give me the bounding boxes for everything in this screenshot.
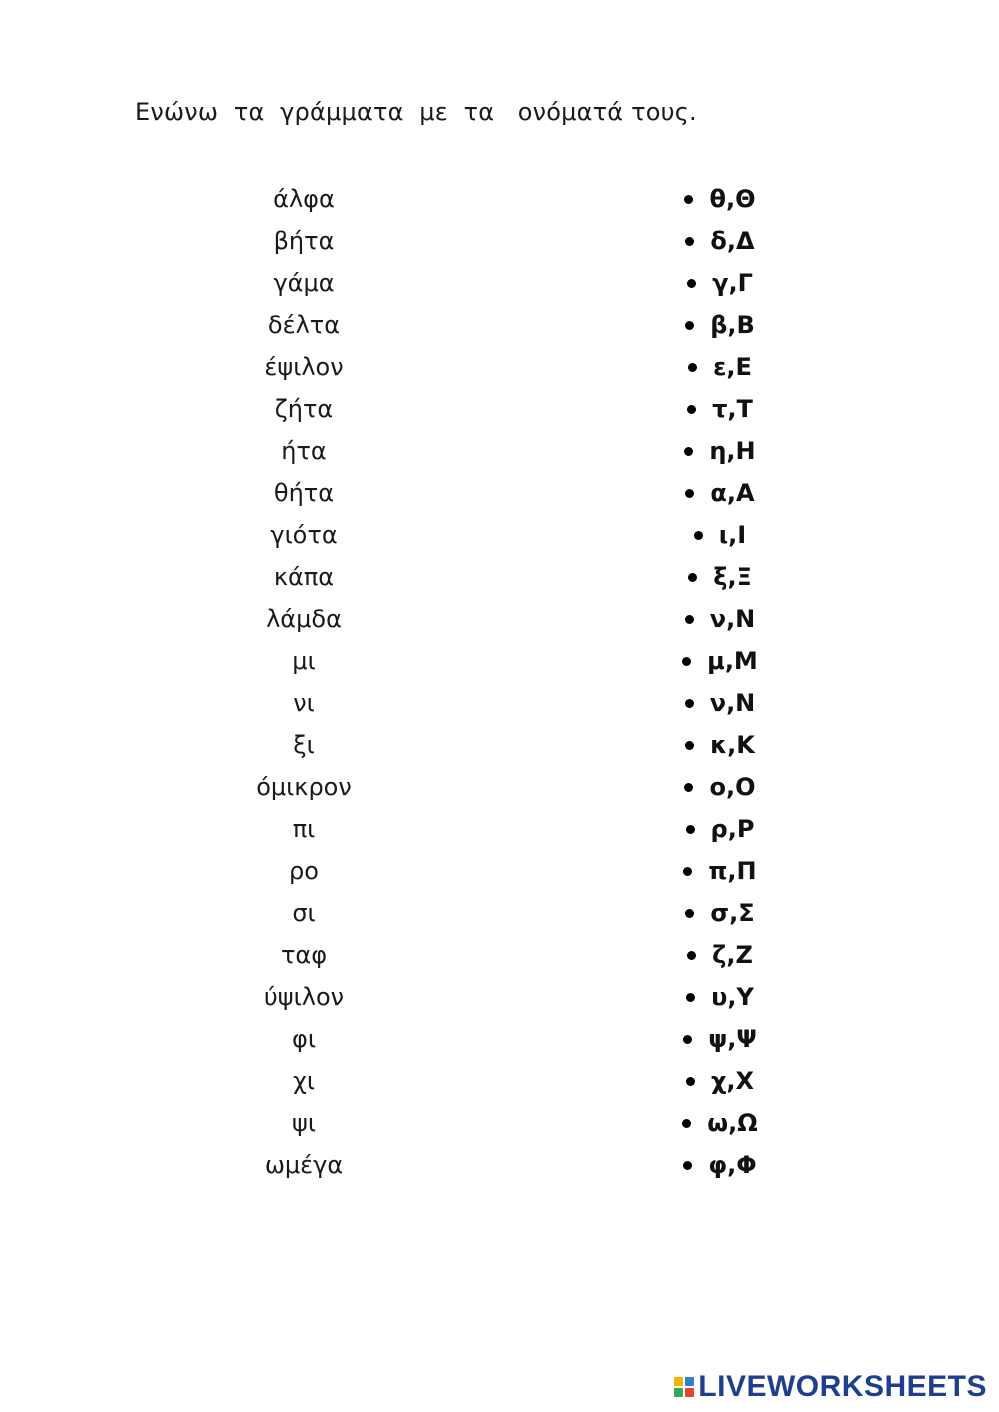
bullet-icon — [682, 657, 691, 666]
letter-item — [640, 724, 800, 766]
letter-pair: α,Α — [710, 479, 755, 507]
letter-pair: ξ,Ξ — [713, 563, 752, 591]
letter-pair: ζ,Ζ — [712, 941, 753, 969]
letter-item — [640, 346, 800, 388]
logo-square — [685, 1388, 694, 1397]
letter-name-item: ψι — [292, 1109, 316, 1137]
letter-name-item: ταφ — [280, 941, 328, 969]
bullet-icon — [685, 489, 694, 498]
letter-item — [640, 598, 800, 640]
letter-pair: θ,Θ — [709, 185, 756, 213]
letter-item — [640, 1144, 800, 1186]
letter-name-item: έψιλον — [264, 353, 344, 381]
bullet-icon — [688, 573, 697, 582]
letter-pair: ν,Ν — [709, 605, 756, 633]
bullet-icon — [687, 279, 696, 288]
letter-item — [640, 430, 800, 472]
letter-name-item: χι — [293, 1067, 315, 1095]
logo-square — [674, 1388, 683, 1397]
letter-name-item: βήτα — [273, 227, 335, 255]
letter-item — [640, 766, 800, 808]
letter-name-item: λάμδα — [266, 605, 342, 633]
bullet-icon — [685, 741, 694, 750]
bullet-icon — [685, 615, 694, 624]
letter-pair: υ,Υ — [711, 983, 754, 1011]
bullet-icon — [688, 363, 697, 372]
letter-item — [640, 1060, 800, 1102]
bullet-icon — [684, 195, 693, 204]
letter-item — [640, 976, 800, 1018]
letter-pair: ψ,Ψ — [708, 1025, 757, 1053]
letter-pair: ο,Ο — [709, 773, 756, 801]
letter-name-item: ωμέγα — [264, 1151, 344, 1179]
bullet-icon — [686, 993, 695, 1002]
letter-item — [640, 178, 800, 220]
letter-name-item: όμικρον — [256, 773, 352, 801]
letter-item — [640, 220, 800, 262]
letter-name-item: γάμα — [273, 269, 335, 297]
logo-square — [674, 1377, 683, 1386]
letter-pair: ω,Ω — [707, 1109, 758, 1137]
letter-item — [640, 514, 800, 556]
logo-square — [685, 1377, 694, 1386]
letter-item — [640, 1018, 800, 1060]
letter-item — [640, 808, 800, 850]
letter-name-item: ύψιλον — [263, 983, 345, 1011]
letter-name-item: μι — [292, 647, 316, 675]
letter-name-item: γιότα — [270, 521, 338, 549]
brand-name: LIVEWORKSHEETS — [698, 1370, 987, 1403]
letter-name-item: ζήτα — [274, 395, 334, 423]
letter-item — [640, 892, 800, 934]
letter-name-item: θήτα — [273, 479, 335, 507]
letter-item — [640, 388, 800, 430]
bullet-icon — [684, 447, 693, 456]
bullet-icon — [687, 405, 696, 414]
letter-name-item: φι — [292, 1025, 316, 1053]
bullet-icon — [685, 237, 694, 246]
letter-item — [640, 682, 800, 724]
letter-pair: ι,Ι — [718, 521, 747, 549]
bullet-icon — [686, 825, 695, 834]
letter-item — [640, 262, 800, 304]
letter-name-item: άλφα — [273, 185, 335, 213]
letter-pair: σ,Σ — [710, 899, 755, 927]
letter-pair: π,Π — [708, 857, 757, 885]
letter-pair: γ,Γ — [712, 269, 753, 297]
letter-item — [640, 556, 800, 598]
letter-item — [640, 472, 800, 514]
letter-names-column — [204, 178, 404, 1186]
letter-pair: ρ,Ρ — [710, 815, 755, 843]
letter-name-item: ήτα — [281, 437, 327, 465]
instruction-text: Ενώνω τα γράμματα με τα ονόματά τους. — [135, 98, 697, 126]
letters-column — [640, 178, 800, 1186]
letter-pair: β,Β — [710, 311, 755, 339]
letter-pair: μ,Μ — [707, 647, 758, 675]
bullet-icon — [685, 699, 694, 708]
bullet-icon — [683, 1035, 692, 1044]
bullet-icon — [686, 1077, 695, 1086]
letter-name-item: σι — [292, 899, 316, 927]
bullet-icon — [683, 867, 692, 876]
letter-name-item: ρο — [289, 857, 319, 885]
bullet-icon — [684, 783, 693, 792]
letter-pair: η,Η — [709, 437, 756, 465]
liveworksheets-logo-icon — [674, 1377, 694, 1397]
bullet-icon — [685, 321, 694, 330]
bullet-icon — [687, 951, 696, 960]
letter-name-item: κάπα — [273, 563, 335, 591]
letter-item — [640, 1102, 800, 1144]
bullet-icon — [683, 1161, 692, 1170]
bullet-icon — [682, 1119, 691, 1128]
letter-pair: χ,Χ — [710, 1067, 755, 1095]
bullet-icon — [694, 531, 703, 540]
letter-name-item: πι — [292, 815, 316, 843]
letter-pair: ν,Ν — [709, 689, 756, 717]
letter-name-item: νι — [293, 689, 315, 717]
letter-item — [640, 640, 800, 682]
letter-name-item: δέλτα — [267, 311, 341, 339]
liveworksheets-brand — [674, 1370, 987, 1404]
letter-pair: δ,Δ — [710, 227, 755, 255]
letter-item — [640, 850, 800, 892]
letter-item — [640, 934, 800, 976]
letter-pair: κ,Κ — [710, 731, 755, 759]
letter-pair: φ,Φ — [708, 1151, 757, 1179]
letter-item — [640, 304, 800, 346]
letter-pair: τ,Τ — [712, 395, 753, 423]
bullet-icon — [685, 909, 694, 918]
letter-pair: ε,Ε — [713, 353, 752, 381]
letter-name-item: ξι — [293, 731, 315, 759]
